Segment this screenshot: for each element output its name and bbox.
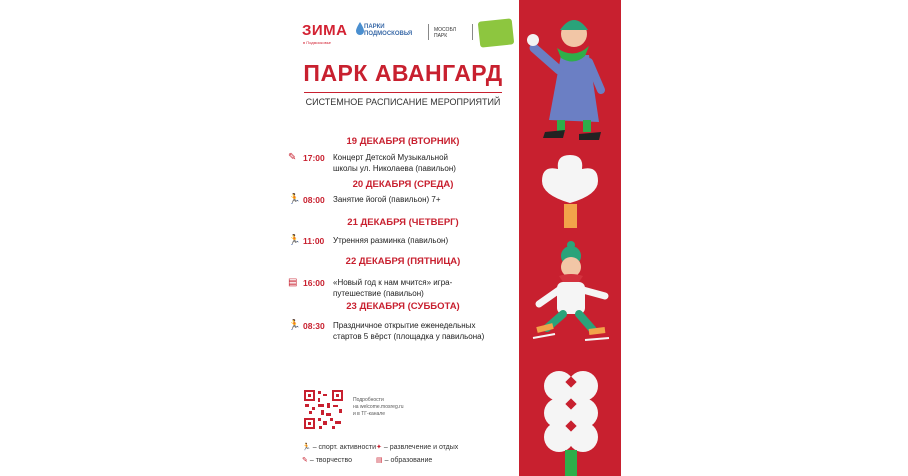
parks-logo	[364, 24, 412, 38]
event-time: 16:00	[303, 278, 325, 288]
mosoblpark-logo	[434, 27, 456, 39]
education-icon: ▤	[376, 457, 383, 464]
event-time: 17:00	[303, 153, 325, 163]
sport-icon: 🏃	[288, 194, 301, 205]
event-line: школы ул. Николаева (павильон)	[333, 164, 456, 173]
day-heading: 21 ДЕКАБРЯ (ЧЕТВЕРГ)	[347, 217, 459, 228]
sport-icon: 🏃	[288, 235, 301, 246]
decor-illustrations	[519, 0, 621, 476]
parks-drop-icon	[356, 22, 364, 36]
details-link[interactable]: на welcome.mosreg.ru	[353, 404, 404, 410]
mos-logo-line2: ПАРК	[434, 33, 448, 39]
entertainment-icon: ✦	[376, 444, 382, 451]
qr-code[interactable]	[303, 389, 344, 430]
event-line: «Новый год к нам мчится» игра-	[333, 278, 453, 287]
legend-item	[376, 443, 458, 451]
title-rule	[304, 92, 502, 93]
day-heading: 19 ДЕКАБРЯ (ВТОРНИК)	[346, 136, 460, 147]
day-heading: 23 ДЕКАБРЯ (СУББОТА)	[346, 301, 460, 312]
sport-icon: 🏃	[302, 444, 311, 451]
green-logo-badge	[478, 18, 515, 47]
logo-bar	[302, 20, 517, 50]
event-text	[333, 235, 503, 246]
event-line: Утренняя разминка (павильон)	[333, 236, 449, 245]
event-line: Концерт Детской Музыкальной	[333, 153, 449, 162]
event-line: Занятие йогой (павильон) 7+	[333, 195, 441, 204]
logo-divider	[472, 24, 473, 40]
event-text	[333, 194, 503, 205]
event-time: 08:30	[303, 321, 325, 331]
tree-illustration	[542, 155, 598, 228]
event-time: 08:00	[303, 195, 325, 205]
event-text	[333, 277, 503, 299]
subtitle: СИСТЕМНОЕ РАСПИСАНИЕ МЕРОПРИЯТИЙ	[305, 97, 501, 107]
event-line: путешествие (павильон)	[333, 289, 424, 298]
legend-label: – образование	[384, 457, 433, 464]
creativity-icon: ✎	[288, 152, 297, 163]
girl-illustration	[527, 20, 601, 140]
page-title: ПАРК АВАНГАРД	[303, 60, 503, 86]
legend-label: – творчество	[309, 457, 352, 464]
skater-illustration	[533, 241, 609, 340]
day-heading: 20 ДЕКАБРЯ (СРЕДА)	[352, 179, 454, 190]
event-text	[333, 152, 503, 174]
zima-logo-sub: в Подмосковье	[303, 40, 332, 45]
event-line: стартов 5 вёрст (площадка у павильона)	[333, 332, 485, 341]
day-heading: 22 ДЕКАБРЯ (ПЯТНИЦА)	[345, 256, 461, 267]
parks-logo-line1: ПАРКИ	[364, 24, 385, 30]
legend-label: – развлечение и отдых	[383, 444, 459, 451]
details-line: Подробности	[353, 397, 384, 403]
logo-divider	[428, 24, 429, 40]
event-text	[333, 320, 503, 342]
zima-logo: ЗИМА	[302, 22, 348, 39]
event-time: 11:00	[303, 236, 325, 246]
event-line: Праздничное открытие еженедельных	[333, 321, 476, 330]
details-text	[353, 397, 404, 418]
parks-logo-line2: ПОДМОСКОВЬЯ	[364, 31, 413, 37]
round-tree-illustration	[544, 371, 598, 476]
sport-icon: 🏃	[288, 320, 301, 331]
legend-item	[302, 456, 352, 464]
details-line: и в ТГ-канале	[353, 411, 385, 417]
legend-item	[302, 443, 376, 451]
legend-item	[376, 456, 432, 464]
creativity-icon: ✎	[302, 457, 308, 464]
education-icon: ▤	[288, 277, 298, 288]
mos-logo-line1: МОСОБЛ	[434, 27, 457, 33]
legend-label: – спорт. активности	[312, 444, 377, 451]
